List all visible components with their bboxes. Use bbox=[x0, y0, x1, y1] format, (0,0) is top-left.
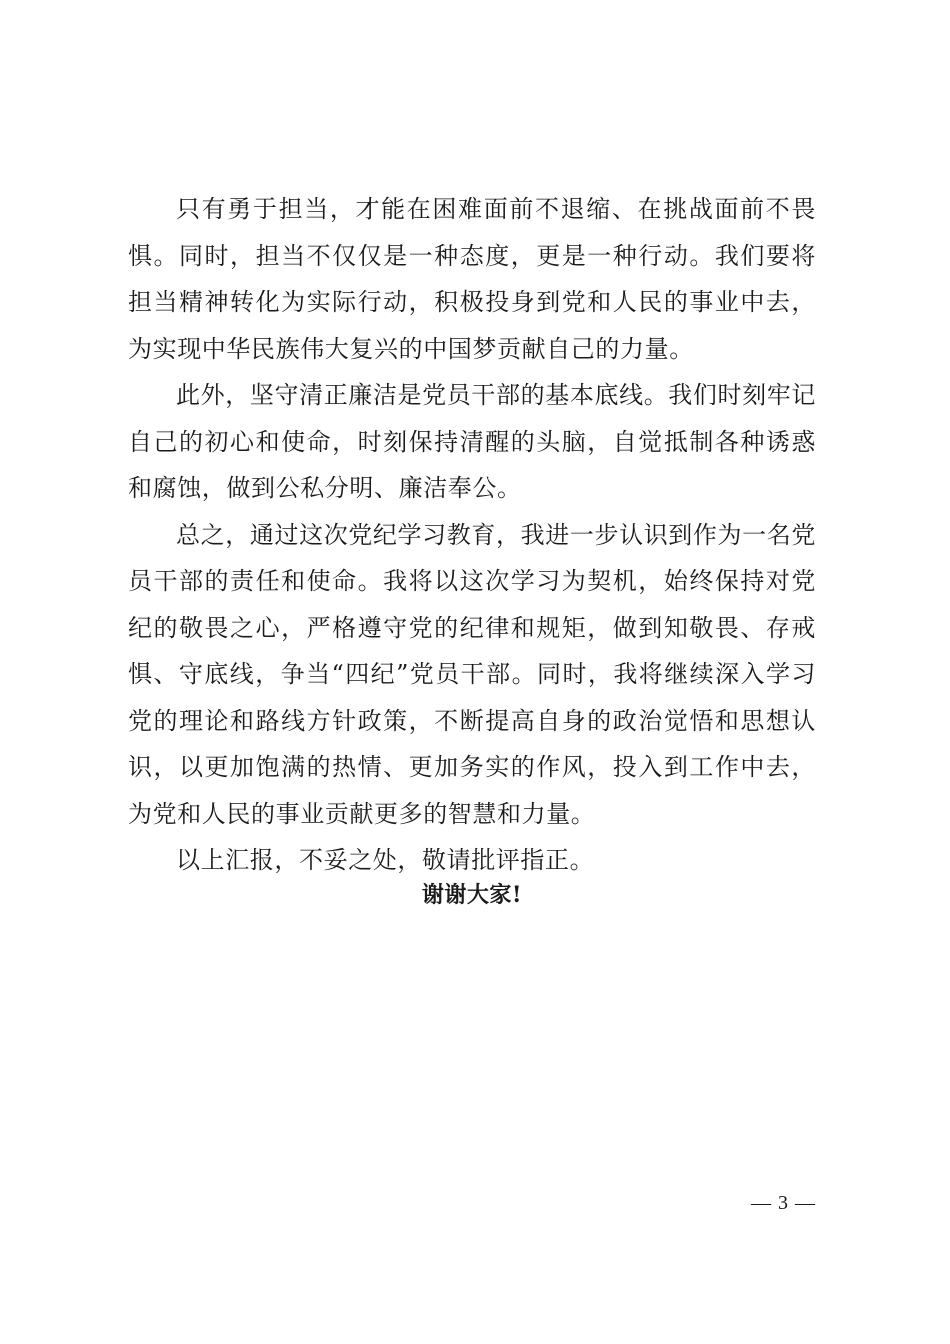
paragraph-responsibility: 只有勇于担当，才能在困难面前不退缩、在挑战面前不畏惧。同时，担当不仅仅是一种态度，更是一种行动。我们要将担当精神转化为实际行动，积极投身到党和人民的事业中去，为实现中华民族伟大复兴的中国梦贡献自己的力量。 bbox=[128, 195, 816, 363]
closing-thanks: 谢谢大家! bbox=[421, 882, 523, 908]
document-body bbox=[128, 186, 816, 884]
paragraph-summary: 总之，通过这次党纪学习教育，我进一步认识到作为一名党员干部的责任和使命。我将以这次学习为契机，始终保持对党纪的敬畏之心，严格遵守党的纪律和规矩，做到知敬畏、存戒惧、守底线，争当“四纪”党员干部。同时，我将继续深入学习党的理论和路线方针政策，不断提高自身的政治觉悟和思想认识，以更加饱满的热情、更加务实的作风，投入到工作中去，为党和人民的事业贡献更多的智慧和力量。 bbox=[128, 520, 816, 828]
paragraph-integrity: 此外，坚守清正廉洁是党员干部的基本底线。我们时刻牢记自己的初心和使命，时刻保持清醒的头脑，自觉抵制各种诱惑和腐蚀，做到公私分明、廉洁奉公。 bbox=[128, 381, 816, 502]
paragraph-report-end: 以上汇报，不妥之处，敬请批评指正。 bbox=[176, 846, 595, 874]
page-number: — 3 — bbox=[751, 1192, 816, 1214]
